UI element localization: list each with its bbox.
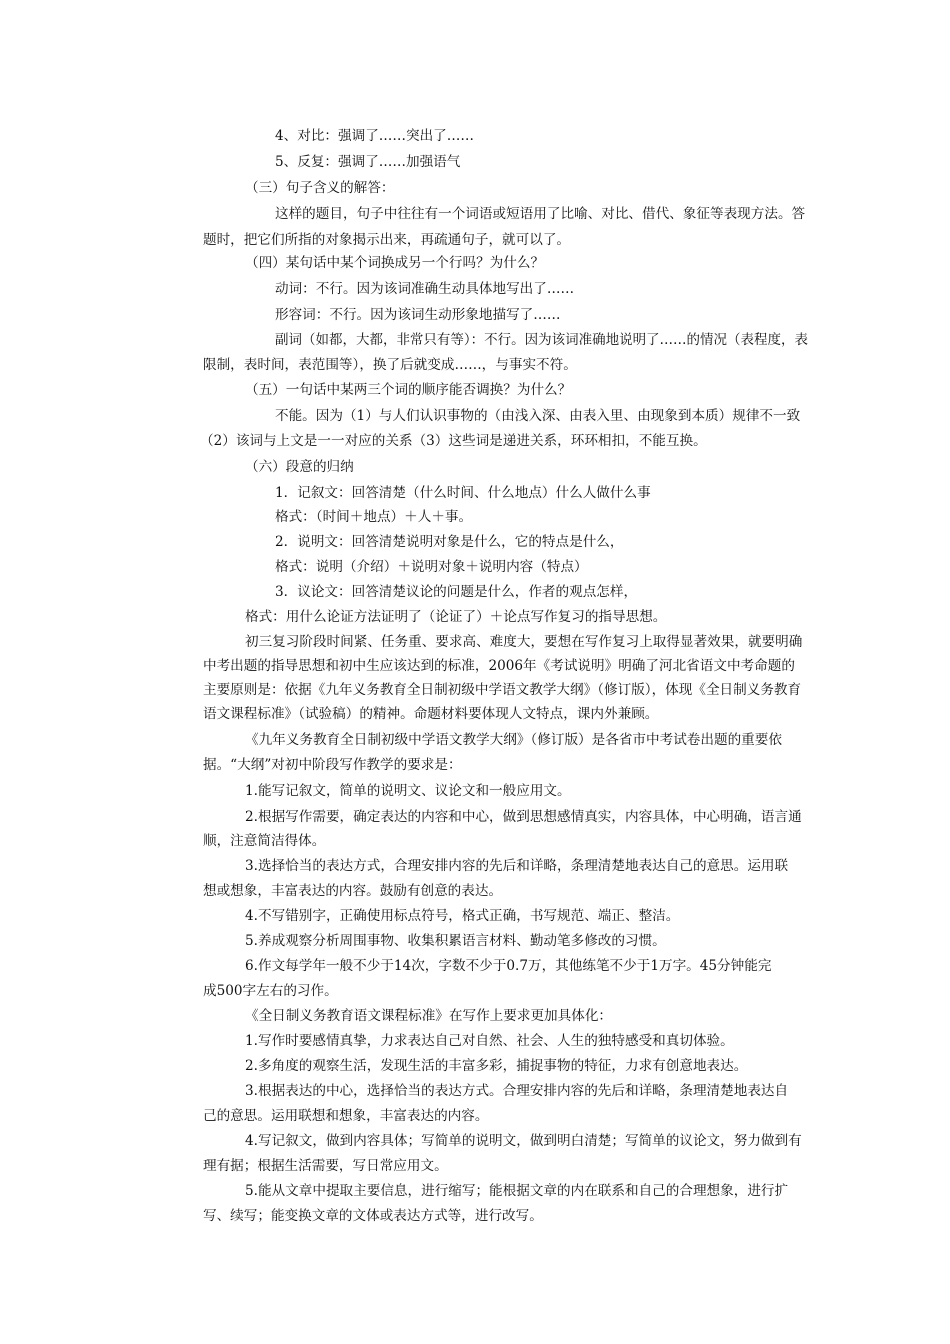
text-line: 1．记叙文：回答清楚（什么时间、什么地点）什么人做什么事 — [275, 485, 651, 501]
text-line: 语文课程标准》（试验稿）的精神。命题材料要体现人文特点，课内外兼顾。 — [203, 706, 659, 722]
text-line: 2.多角度的观察生活，发现生活的丰富多彩，捕捉事物的特征，力求有创意地表达。 — [245, 1058, 748, 1074]
text-line: 1.能写记叙文，简单的说明文、议论文和一般应用文。 — [245, 783, 571, 799]
text-line: 初三复习阶段时间紧、任务重、要求高、难度大，要想在写作复习上取得显著效果，就要明确 — [245, 634, 803, 650]
text-line: 3.根据表达的中心，选择恰当的表达方式。合理安排内容的先后和详略，条理清楚地表达自 — [245, 1083, 789, 1099]
text-line: 主要原则是：依据《九年义务教育全日制初级中学语文教学大纲》（修订版），体现《全日制义务教育 — [203, 682, 802, 698]
text-line: 想或想象，丰富表达的内容。鼓励有创意的表达。 — [203, 883, 503, 899]
section-heading: （五）一句话中某两三个词的顺序能否调换？为什么？ — [245, 382, 572, 398]
text-line: 限制，表时间，表范围等），换了后就变成……，与事实不符。 — [203, 357, 577, 373]
text-line: 4.不写错别字，正确使用标点符号，格式正确，书写规范、端正、整洁。 — [245, 908, 680, 924]
section-heading: （三）句子含义的解答： — [245, 180, 395, 196]
text-line: 这样的题目，句子中往往有一个词语或短语用了比喻、对比、借代、象征等表现方法。答 — [275, 206, 806, 222]
text-line: 题时，把它们所指的对象揭示出来，再疏通句子，就可以了。 — [203, 232, 571, 248]
text-line: 格式：说明（介绍）＋说明对象＋说明内容（特点） — [275, 559, 588, 575]
text-line: （2）该词与上文是一一对应的关系（3）这些词是递进关系，环环相扣，不能互换。 — [200, 433, 707, 449]
text-line: 据。“大纲”对初中阶段写作教学的要求是： — [203, 757, 462, 773]
text-line: 不能。因为（1）与人们认识事物的（由浅入深、由表入里、由现象到本质）规律不一致 — [275, 408, 801, 424]
text-line: 4.写记叙文，做到内容具体；写简单的说明文，做到明白清楚；写简单的议论文，努力做到有 — [245, 1133, 802, 1149]
text-line: 动词：不行。因为该词准确生动具体地写出了…… — [275, 281, 575, 297]
section-heading: （六）段意的归纳 — [245, 459, 354, 475]
text-line: 5、反复：强调了……加强语气 — [275, 154, 461, 170]
text-line: 格式：（时间＋地点）＋人＋事。 — [275, 509, 473, 525]
text-line: 理有据；根据生活需要，写日常应用文。 — [203, 1158, 448, 1174]
text-line: 己的意思。运用联想和想象，丰富表达的内容。 — [203, 1108, 489, 1124]
text-line: 形容词：不行。因为该词生动形象地描写了…… — [275, 307, 561, 323]
text-line: 1.写作时要感情真挚，力求表达自己对自然、社会、人生的独特感受和真切体验。 — [245, 1033, 734, 1049]
text-line: 写、续写；能变换文章的文体或表达方式等，进行改写。 — [203, 1208, 543, 1224]
text-line: 中考出题的指导思想和初中生应该达到的标准，2006年《考试说明》明确了河北省语文中考命题的 — [203, 658, 795, 674]
text-line: 5.养成观察分析周围事物、收集积累语言材料、勤动笔多修改的习惯。 — [245, 933, 666, 949]
text-line: 《九年义务教育全日制初级中学语文教学大纲》（修订版）是各省市中考试卷出题的重要依 — [245, 732, 782, 748]
text-line: 2．说明文：回答清楚说明对象是什么，它的特点是什么， — [275, 534, 624, 550]
text-line: 3．议论文：回答清楚议论的问题是什么，作者的观点怎样， — [275, 584, 638, 600]
text-line: 2.根据写作需要，确定表达的内容和中心，做到思想感情真实，内容具体，中心明确，语言通 — [245, 809, 802, 825]
text-line: 3.选择恰当的表达方式，合理安排内容的先后和详略，条理清楚地表达自己的意思。运用联 — [245, 858, 789, 874]
text-line: 成500字左右的习作。 — [203, 983, 338, 999]
text-line: 副词（如都，大都，非常只有等）：不行。因为该词准确地说明了……的情况（表程度，表 — [275, 332, 808, 348]
text-line: 顺，注意简洁得体。 — [203, 833, 326, 849]
text-line: 4、对比：强调了……突出了…… — [275, 128, 474, 144]
text-line: 5.能从文章中提取主要信息，进行缩写；能根据文章的内在联系和自己的合理想象，进行扩 — [245, 1183, 789, 1199]
text-line: 格式：用什么论证方法证明了（论证了）＋论点写作复习的指导思想。 — [245, 609, 667, 625]
section-heading: （四）某句话中某个词换成另一个行吗？为什么？ — [245, 255, 545, 271]
text-line: 《全日制义务教育语文课程标准》在写作上要求更加具体化： — [245, 1008, 613, 1024]
text-line: 6.作文每学年一般不少于14次，字数不少于0.7万，其他练笔不少于1万字。45分钟能完 — [245, 958, 772, 974]
